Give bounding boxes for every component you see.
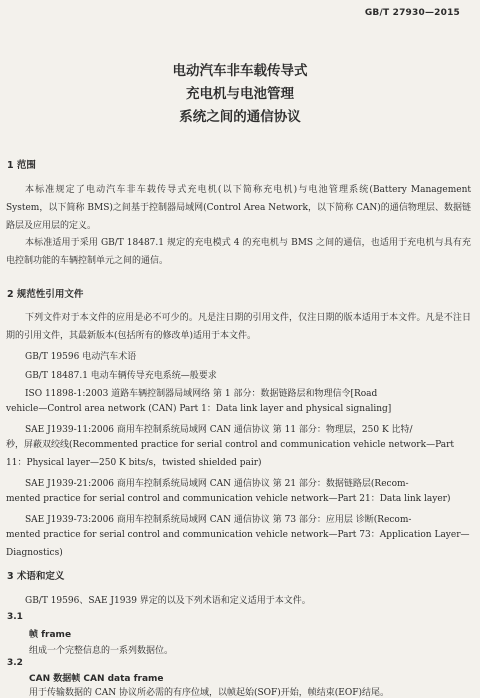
title-line-2: 充电机与电池管理 xyxy=(186,86,294,102)
reference-item-first-line: SAE J1939-73:2006 商用车控制系统局域网 CAN 通信协议 第 73 部分：应用层 诊断(Recom- xyxy=(25,515,412,525)
reference-item: GB/T 18487.1 电动车辆传导充电系统—般要求 xyxy=(25,371,217,381)
section-1-paragraph-1: 本标准规定了电动汽车非车载传导式充电机(以下简称充电机)与电池管理系统(Battery Management System，以下简称 BMS)之间基于控制器局域网(Control Area Network，以下简称 CAN)的通信物理层、数据链路层及应用层的定义。 xyxy=(6,185,471,231)
section-1-paragraph-2: 本标准适用于采用 GB/T 18487.1 规定的充电模式 4 的充电机与 BMS 之间的通信，也适用于充电机与具有充电控制功能的车辆控制单元之间的通信。 xyxy=(6,238,471,266)
standard-number: GB/T 27930—2015 xyxy=(364,8,460,18)
term-frame xyxy=(29,627,71,640)
reference-item-continuation: 秒，屏蔽双绞线(Recommented practice for serial control and communication vehicle network—Part 11：Physical layer—250 K bits/s，twisted shielded pair) xyxy=(6,440,455,468)
reference-item: GB/T 19596 电动汽车术语 xyxy=(25,352,137,362)
term-number: 3.1 xyxy=(7,612,23,622)
reference-item-continuation: mented practice for serial control and communication vehicle network—Part 73：Application Layer—Diagnostics) xyxy=(6,530,470,558)
term-definition: 用于传输数据的 CAN 协议所必需的有序位域，以帧起始(SOF)开始，帧结束(EOF)结尾。 xyxy=(29,688,390,698)
title-line-1: 电动汽车非车载传导式 xyxy=(172,63,308,79)
reference-item-first-line: SAE J1939-11:2006 商用车控制系统局域网 CAN 通信协议 第 11 部分：物理层，250 K 比特/ xyxy=(25,425,413,435)
term-can-data-frame xyxy=(29,671,164,684)
section-3-intro: GB/T 19596、SAE J1939 界定的以及下列术语和定义适用于本文件。 xyxy=(25,596,311,606)
document-title xyxy=(0,60,480,129)
reference-item-continuation: vehicle—Control area network (CAN) Part 1：Data link layer and physical signaling] xyxy=(6,404,392,414)
title-line-3: 系统之间的通信协议 xyxy=(179,109,301,125)
term-definition: 组成一个完整信息的一系列数据位。 xyxy=(29,646,174,656)
section-1-heading: 1 范围 xyxy=(7,160,36,171)
term-number: 3.2 xyxy=(7,658,23,668)
term-title: 帧 frame xyxy=(29,630,72,640)
section-2-heading: 2 规范性引用文件 xyxy=(7,289,84,300)
reference-item-first-line: SAE J1939-21:2006 商用车控制系统局域网 CAN 通信协议 第 21 部分：数据链路层(Recom- xyxy=(25,479,409,489)
reference-item-first-line: ISO 11898-1:2003 道路车辆控制器局域网络 第 1 部分：数据链路层和物理信令[Road xyxy=(25,389,378,399)
section-2-intro: 下列文件对于本文件的应用是必不可少的。凡是注日期的引用文件，仅注日期的版本适用于本文件。凡是不注日期的引用文件，其最新版本(包括所有的修改单)适用于本文件。 xyxy=(6,313,471,341)
term-title: CAN 数据帧 CAN data frame xyxy=(29,674,164,684)
reference-item-continuation: mented practice for serial control and communication vehicle network—Part 21：Data link layer) xyxy=(6,494,451,504)
section-3-heading: 3 术语和定义 xyxy=(7,571,65,582)
